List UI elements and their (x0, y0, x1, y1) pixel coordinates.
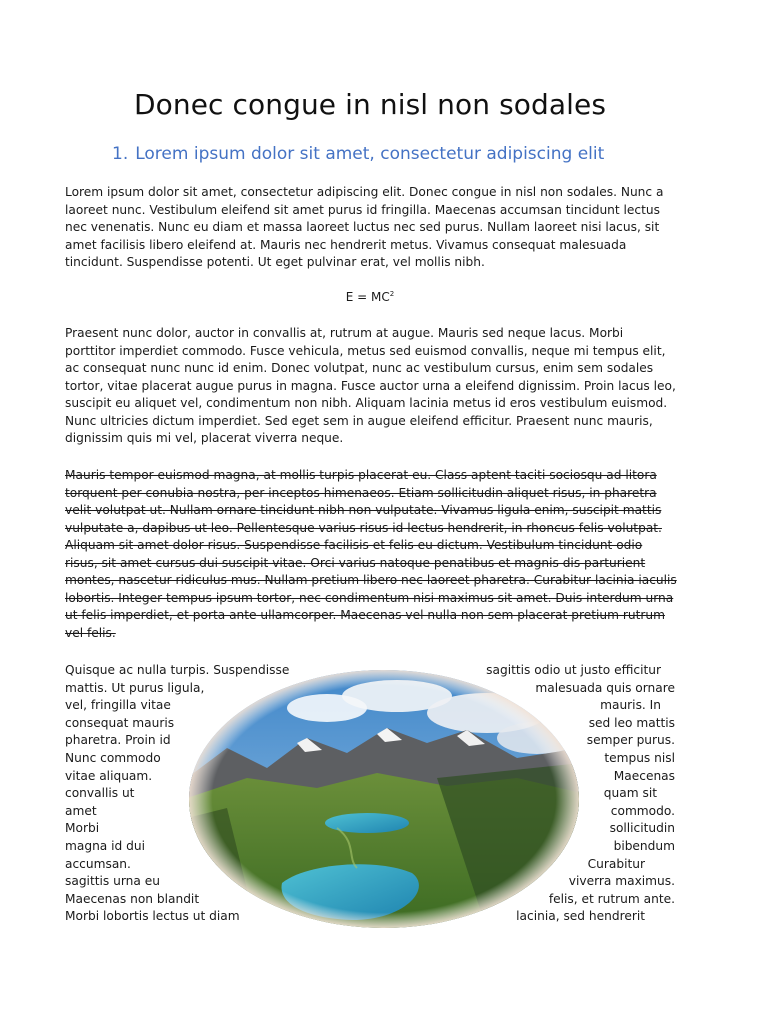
wrapped-line-left: Morbi lobortis lectus ut diam (65, 909, 240, 924)
wrapped-line-right: bibendum (613, 838, 675, 853)
wrapped-line-right: felis, et rutrum ante. (548, 891, 675, 906)
wrapped-line-right: Curabitur (587, 856, 645, 871)
equation (0, 290, 740, 304)
wrapped-line-left: mattis. Ut purus ligula, (65, 680, 205, 695)
wrapped-line-left: vitae aliquam. (65, 768, 153, 783)
wrapped-line-left: Quisque ac nulla turpis. Suspendisse (65, 663, 290, 677)
wrapped-line-left: Maecenas non blandit (65, 891, 200, 906)
strikethrough-paragraph: Mauris tempor euismod magna, at mollis turpis placerat eu. Class aptent taciti sociosqu ad litora torquent per conubia nostra, per inceptos himenaeos. Etiam sollicitudin aliquet risus, in pharetra velit volutpat ut. Nullam ornare tincidunt nibh non vulputate. Vivamus ligula enim, suscipit mattis vulputate a, dapibus ut leo. Pellentesque varius risus id lectus hendrerit, in rhoncus felis volutpat. Aliquam sit amet dolor risus. Suspendisse facilisis et felis eu dictum. Vestibulum tincidunt odio risus, sit amet cursus dui suscipit vitae. Orci varius natoque penatibus et magnis dis parturient montes, nascetur ridiculus mus. Nullam pretium libero nec laoreet pharetra. Curabitur lacinia iaculis lobortis. Integer tempus ipsum tortor, nec condimentum nisi maximus sit amet. Duis interdum urna ut felis imperdiet, et porta ante ullamcorper. Maecenas vel nulla non sem placerat pretium rutrum vel felis. (65, 468, 677, 640)
body-paragraph-2: Praesent nunc dolor, auctor in convallis at, rutrum at augue. Mauris sed neque lacus. Morbi porttitor imperdiet commodo. Fusce vehicula, metus sed euismod convallis, neque mi tempus elit, ac consequat nunc nunc id enim. Donec volutpat, nunc ac vestibulum cursus, enim sem sodales tortor, vitae placerat augue purus in magna. Fusce auctor urna a eleifend dignissim. Proin lacus leo, suscipit eu aliquet vel, condimentum non nibh. Aliquam lacinia metus id eros vestibulum euismod. Nunc ultricies dictum imperdiet. Sed eget sem in augue eleifend efficitur. Praesent nunc mauris, dignissim quis mi vel, placerat viverra neque. (65, 326, 676, 445)
equation-exponent: 2 (389, 290, 395, 298)
mountain-lake-photo (187, 668, 581, 930)
page-title: Donec congue in nisl non sodales (133, 88, 607, 121)
wrapped-line-right: sagittis odio ut justo efficitur (486, 663, 661, 677)
wrapped-line-right: sollicitudin (609, 821, 675, 836)
wrapped-line-right: Maecenas (613, 768, 675, 783)
equation-base: E = MC (345, 290, 390, 304)
wrapped-line-right: semper purus. (586, 733, 675, 748)
wrapped-line-right: lacinia, sed hendrerit (516, 909, 645, 924)
wrapped-line-left: convallis ut (65, 786, 135, 801)
wrapped-line-left: Nunc commodo (65, 750, 161, 765)
wrapped-line-left: sagittis urna eu (65, 874, 160, 889)
wrapped-line-left: magna id dui (65, 838, 145, 853)
wrapped-line-right: viverra maximus. (568, 874, 675, 889)
heading-number: 1. (112, 144, 129, 164)
wrapped-line-left: consequat mauris (65, 715, 175, 730)
wrapped-line-right: mauris. In (600, 698, 661, 713)
wrapped-line-left: accumsan. (65, 856, 131, 871)
wrapped-line-left: vel, fringilla vitae (65, 698, 171, 713)
wrapped-line-right: commodo. (610, 803, 675, 818)
wrapped-line-right: sed leo mattis (588, 715, 675, 730)
wrapped-line-left: Morbi (65, 821, 100, 836)
wrapped-line-left: amet (65, 803, 97, 818)
numbered-heading (112, 144, 604, 164)
wrapped-line-right: tempus nisl (604, 750, 675, 765)
body-paragraph-1: Lorem ipsum dolor sit amet, consectetur adipiscing elit. Donec congue in nisl non sodales. Nunc a laoreet nunc. Vestibulum eleifend sit amet purus id fringilla. Maecenas accumsan tincidunt lectus nec venenatis. Nunc eu diam et massa laoreet luctus nec sed purus. Nullam laoreet nisi lacus, sit amet facilisis libero eleifend at. Mauris nec hendrerit metus. Vivamus consequat malesuada tincidunt. Suspendisse potenti. Ut eget pulvinar erat, vel mollis nibh. (65, 185, 664, 269)
wrapped-line-left: pharetra. Proin id (65, 733, 171, 748)
heading-text: Lorem ipsum dolor sit amet, consectetur adipiscing elit (135, 144, 605, 164)
wrapped-line-right: malesuada quis ornare (535, 680, 675, 695)
wrapped-line-right: quam sit (603, 786, 657, 801)
